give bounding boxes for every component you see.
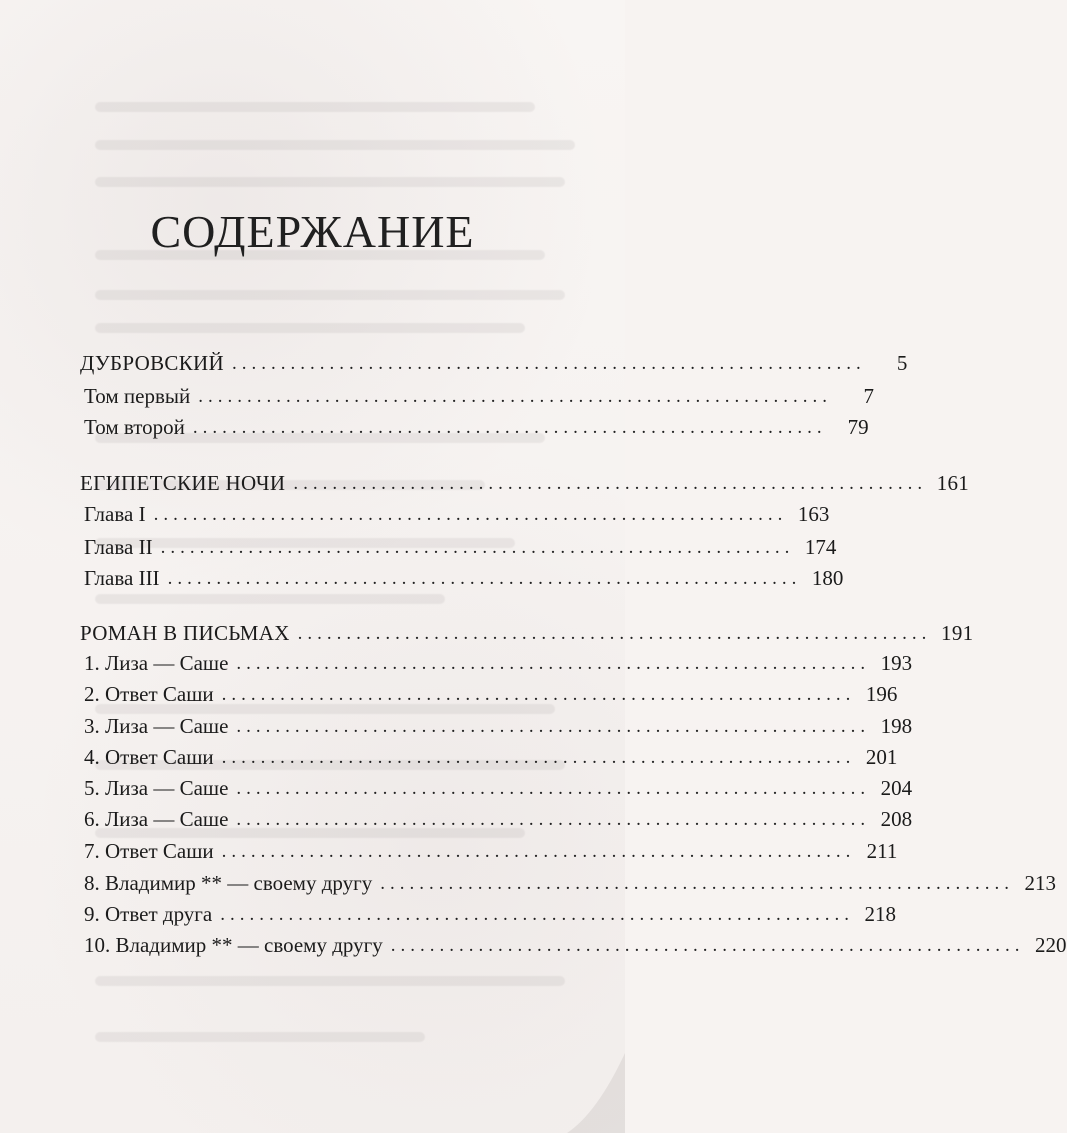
dot-leader: ................................................................. bbox=[198, 386, 832, 407]
toc-section-label: РОМАН В ПИСЬМАХ bbox=[80, 621, 290, 645]
toc-page-number: 208 bbox=[880, 807, 913, 831]
toc-item-label: 3. Лиза — Саше bbox=[84, 714, 229, 738]
toc-page-number: 213 bbox=[1024, 871, 1056, 895]
dot-leader: ................................................................. bbox=[220, 904, 854, 925]
dot-leader: ................................................................. bbox=[236, 716, 871, 737]
toc-item-label: Глава I bbox=[84, 502, 146, 526]
toc-page-number: 174 bbox=[804, 535, 837, 559]
toc-item-label: 7. Ответ Саши bbox=[84, 839, 214, 863]
toc-page-number: 7 bbox=[863, 384, 874, 408]
dot-leader: ................................................................. bbox=[221, 747, 856, 768]
toc-page-number: 163 bbox=[797, 502, 830, 526]
toc-page-number: 79 bbox=[847, 415, 869, 439]
toc-section-label: ЕГИПЕТСКИЕ НОЧИ bbox=[80, 471, 286, 495]
dot-leader: ................................................................. bbox=[153, 504, 788, 525]
toc-section-dubrovsky[interactable] bbox=[80, 350, 908, 376]
toc-page-number: 5 bbox=[896, 351, 908, 375]
toc-item-egyptian-nights-2[interactable] bbox=[84, 534, 837, 560]
toc-item-letters-8[interactable] bbox=[84, 870, 1056, 896]
page-title: СОДЕРЖАНИЕ bbox=[150, 206, 475, 257]
toc-item-label: 1. Лиза — Саше bbox=[84, 651, 229, 675]
toc-item-letters-6[interactable] bbox=[84, 806, 913, 832]
toc-item-label: 5. Лиза — Саше bbox=[84, 776, 229, 800]
dot-leader: ................................................................. bbox=[231, 353, 866, 374]
toc-section-label: ДУБРОВСКИЙ bbox=[80, 351, 224, 375]
toc-item-label: Том первый bbox=[84, 384, 191, 408]
page-corner-shadow bbox=[567, 1053, 625, 1133]
toc-item-letters-9[interactable] bbox=[84, 901, 896, 927]
toc-item-letters-7[interactable] bbox=[84, 838, 898, 864]
dot-leader: ................................................................. bbox=[160, 537, 795, 558]
toc-item-letters-3[interactable] bbox=[84, 713, 913, 739]
dot-leader: ................................................................. bbox=[297, 623, 932, 644]
dot-leader: ................................................................. bbox=[236, 809, 871, 830]
toc-item-letters-4[interactable] bbox=[84, 744, 898, 770]
toc-item-label: 2. Ответ Саши bbox=[84, 682, 214, 706]
toc-item-dubrovsky-1[interactable] bbox=[84, 383, 874, 409]
dot-leader: ................................................................. bbox=[390, 935, 1025, 956]
dot-leader: ................................................................. bbox=[293, 473, 928, 494]
toc-page-number: 198 bbox=[880, 714, 913, 738]
toc-item-dubrovsky-2[interactable] bbox=[84, 414, 869, 440]
toc-item-label: 8. Владимир ** — своему другу bbox=[84, 871, 373, 895]
toc-page-number: 161 bbox=[936, 471, 970, 495]
toc-item-label: Том второй bbox=[84, 415, 185, 439]
toc-page-number: 196 bbox=[865, 682, 898, 706]
toc-item-label: 6. Лиза — Саше bbox=[84, 807, 229, 831]
toc-page-number: 211 bbox=[866, 839, 898, 863]
dot-leader: ................................................................. bbox=[192, 417, 827, 438]
dot-leader: ................................................................. bbox=[380, 873, 1014, 894]
toc-item-label: 10. Владимир ** — своему другу bbox=[84, 933, 383, 957]
toc-item-letters-2[interactable] bbox=[84, 681, 898, 707]
toc-page-number: 204 bbox=[880, 776, 913, 800]
toc-item-label: 4. Ответ Саши bbox=[84, 745, 214, 769]
toc-page-number: 193 bbox=[880, 651, 913, 675]
toc-page-number: 220 bbox=[1035, 933, 1067, 957]
toc-section-egyptian-nights[interactable] bbox=[80, 470, 970, 496]
toc-item-letters-1[interactable] bbox=[84, 650, 913, 676]
toc-section-novel-in-letters[interactable] bbox=[80, 620, 974, 646]
dot-leader: ................................................................. bbox=[221, 684, 856, 705]
toc-item-egyptian-nights-1[interactable] bbox=[84, 501, 830, 527]
dot-leader: ................................................................. bbox=[236, 653, 871, 674]
toc-item-label: Глава II bbox=[84, 535, 153, 559]
toc-item-label: 9. Ответ друга bbox=[84, 902, 213, 926]
toc-page-number: 191 bbox=[941, 621, 974, 645]
toc-item-letters-5[interactable] bbox=[84, 775, 913, 801]
dot-leader: ................................................................. bbox=[236, 778, 871, 799]
toc-page-number: 218 bbox=[864, 902, 896, 926]
toc-page-number: 201 bbox=[865, 745, 898, 769]
dot-leader: ................................................................. bbox=[221, 841, 856, 862]
toc-page-number: 180 bbox=[811, 566, 844, 590]
toc-item-egyptian-nights-3[interactable] bbox=[84, 565, 844, 591]
toc-item-letters-10[interactable] bbox=[84, 932, 1067, 958]
toc-item-label: Глава III bbox=[84, 566, 160, 590]
dot-leader: ................................................................. bbox=[167, 568, 802, 589]
